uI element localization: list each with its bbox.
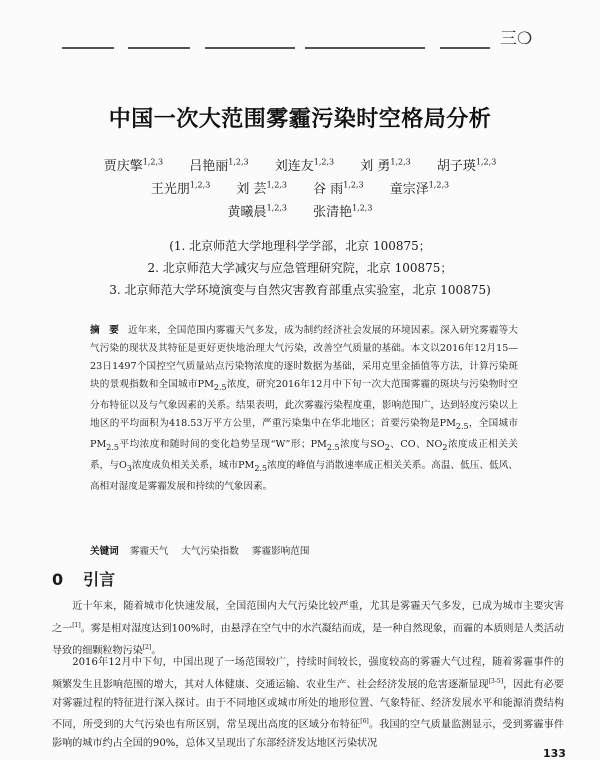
author: 吕艳丽$^{1,2,3}$: [189, 157, 249, 174]
section-number: 0: [52, 570, 64, 589]
page-number: 133: [543, 747, 566, 760]
citation: [3-5]: [488, 677, 504, 685]
body-paragraph-2: 2016年12月中下旬，中国出现了一场范围较广，持续时间较长，强度较高的雾霾大气过程，随着雾霾事件的频繁发生且影响范围的增大，其对人体健康、交通运输、农业生产、社会经济发展的危害逐渐显现[3-5]，因此有必要对雾霾过程的特征进行深入探讨。由于不同地区或城市所处的地形位置、气象特征、经济发展水平和能源消费结构不同，所受到的大气污染也有所区别，常呈现出高度的区域分布特征[6]。我国的空气质量监测显示，受到雾霾事件影响的城市约占全国的90%，总体又呈现出了东部经济发达地区污染状况: [52, 657, 564, 750]
affiliation-2: 2. 北京师范大学减灾与应急管理研究院，北京 100875；: [147, 261, 453, 275]
section-title: 引言: [83, 570, 116, 589]
section-heading: [52, 567, 115, 590]
affiliation-1: (1. 北京师范大学地理科学学部，北京 100875；: [169, 239, 431, 253]
keywords: [90, 543, 518, 557]
header-rule-2: [128, 47, 190, 49]
abstract: 摘 要 近年来，全国范围内雾霾天气多发，成为制约经济社会发展的环境因素。深入研究雾霾等大气污染的现状及其特征是更好更快地治理大气污染，改善空气质量的基础。本文以2016年12月15—23日1497个国控空气质量站点污染物浓度的逐时数据为基础，采用克里金插值等方法，计算污染斑块的景观指数和全国城市$PM_{2.5}$浓度，研究2016年12月中下旬一次大范围雾霾的斑块与污染物时空分布特征以及与气象因素的关系。结果表明，此次雾霾污染程度重，影响范围广，达到轻度污染以上地区的平均面积为418.53万平方公里，严重污染集中在华北地区；首要污染物是$PM_{2.5}$，全国城市$PM_{2.5}$平均浓度和随时间的变化趋势呈现“W”形；$PM_{2.5}$浓度与$SO_2$、CO、$NO_2$浓度成正相关关系，与$O_3$浓度成负相关关系，城市$PM_{2.5}$浓度的峰值与消散速率成正相关关系。高温、低压、低风、高相对湿度是雾霾发展和持续的气象因素。: [90, 325, 519, 493]
citation: [6]: [360, 718, 369, 726]
author-row-3: [0, 201, 600, 220]
author: 谷 雨$^{1,2,3}$: [313, 180, 364, 197]
keywords-label: 关键词: [90, 546, 119, 557]
author: 刘 芸$^{1,2,3}$: [236, 180, 287, 197]
header-rule-5: [440, 47, 490, 49]
header-mark: 三❍: [500, 29, 533, 49]
author: 刘 勇$^{1,2,3}$: [360, 157, 411, 174]
citation: [2]: [142, 643, 152, 651]
keyword: 大气污染指数: [181, 546, 239, 557]
author-row-1: [0, 155, 600, 174]
header-rule-3: [205, 47, 295, 49]
abstract-label: 摘 要: [90, 325, 123, 336]
citation: [1]: [72, 621, 81, 629]
author: 黄曦晨$^{1,2,3}$: [227, 203, 287, 220]
keyword: 雾霾影响范围: [251, 546, 310, 557]
body-paragraph-1: 近十年来，随着城市化快速发展，全国范围内大气污染比较严重，尤其是雾霾天气多发，已成为城市主要灾害之一[1]。雾是相对湿度达到100%时，由悬浮在空气中的水汽凝结而成，是一种自然现象，而霾的本质则是人类活动导致的细颗粒物污染[2]。: [52, 601, 565, 656]
author: 王光朋$^{1,2,3}$: [150, 180, 211, 197]
author: 刘连友$^{1,2,3}$: [274, 157, 335, 174]
author: 胡子瑛$^{1,2,3}$: [436, 157, 497, 174]
author: 张清艳$^{1,2,3}$: [313, 203, 373, 220]
paper-title: 中国一次大范围雾霾污染时空格局分析: [108, 107, 492, 132]
affiliation-3: 3. 北京师范大学环境演变与自然灾害教育部重点实验室，北京 100875): [109, 283, 491, 297]
header-rule-4: [305, 47, 425, 49]
header-rule-1: [62, 47, 114, 49]
keyword: 雾霾天气: [129, 546, 169, 557]
author: 贾庆擎$^{1,2,3}$: [103, 157, 164, 174]
author: 童宗泽$^{1,2,3}$: [389, 180, 450, 197]
author-row-2: [0, 178, 600, 197]
